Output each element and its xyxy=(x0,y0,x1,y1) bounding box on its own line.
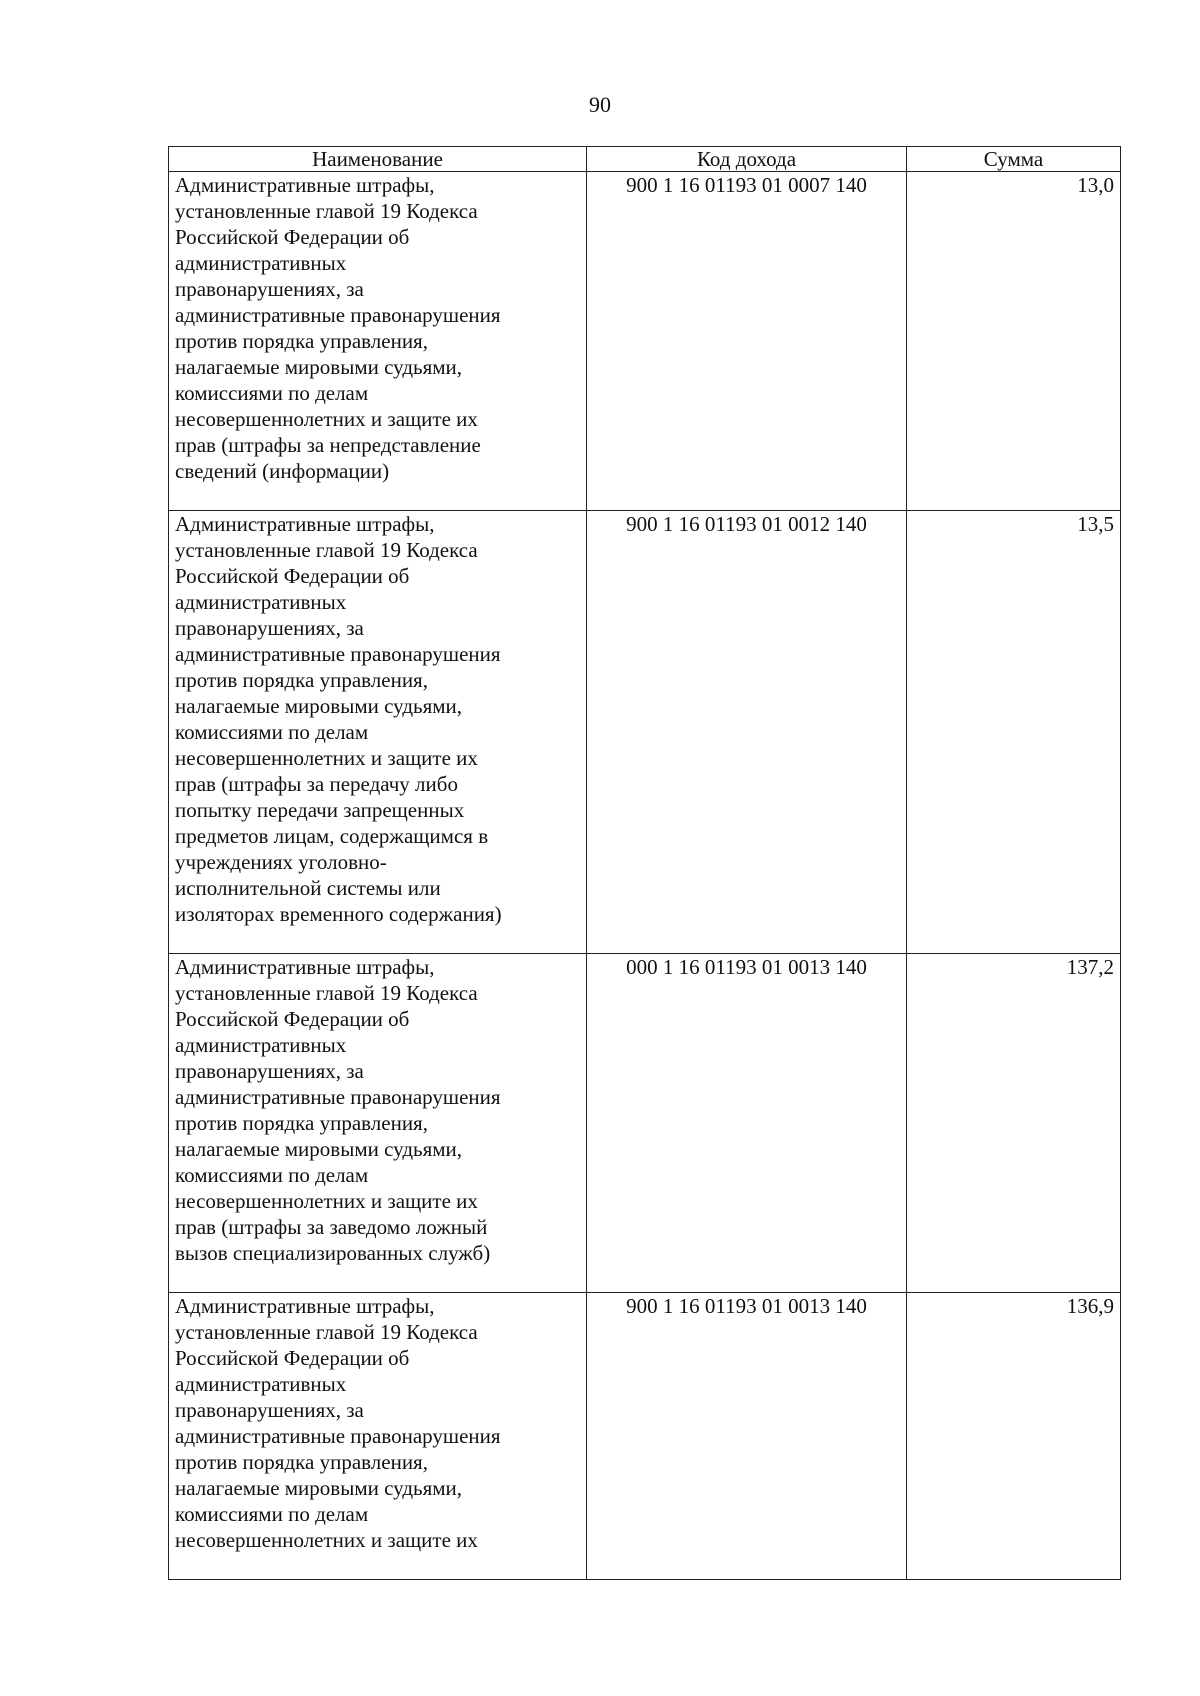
row-code: 900 1 16 01193 01 0007 140 xyxy=(587,172,907,511)
header-sum: Сумма xyxy=(907,147,1121,172)
row-code: 900 1 16 01193 01 0013 140 xyxy=(587,1293,907,1580)
table-row xyxy=(169,954,1121,1293)
header-name: Наименование xyxy=(169,147,587,172)
row-name: Административные штрафы, установленные главой 19 Кодекса Российской Федерации об административных правонарушениях, за административные правонарушения против порядка управления, налагаемые мировыми судьями, комиссиями по делам несовершеннолетних и защите их xyxy=(169,1293,587,1580)
table-row xyxy=(169,172,1121,511)
table-row xyxy=(169,511,1121,954)
row-name: Административные штрафы, установленные главой 19 Кодекса Российской Федерации об административных правонарушениях, за административные правонарушения против порядка управления, налагаемые мировыми судьями, комиссиями по делам несовершеннолетних и защите их прав (штрафы за передачу либо попытку передачи запрещенных предметов лицам, содержащимся в учреждениях уголовно- исполнительной системы или изоляторах временного содержания) xyxy=(169,511,587,954)
row-name: Административные штрафы, установленные главой 19 Кодекса Российской Федерации об административных правонарушениях, за административные правонарушения против порядка управления, налагаемые мировыми судьями, комиссиями по делам несовершеннолетних и защите их прав (штрафы за заведомо ложный вызов специализированных служб) xyxy=(169,954,587,1293)
row-sum: 136,9 xyxy=(907,1293,1121,1580)
revenue-table xyxy=(168,146,1121,1580)
header-code: Код дохода xyxy=(587,147,907,172)
row-sum: 13,0 xyxy=(907,172,1121,511)
page-number: 90 xyxy=(589,92,611,117)
row-name: Административные штрафы, установленные главой 19 Кодекса Российской Федерации об административных правонарушениях, за административные правонарушения против порядка управления, налагаемые мировыми судьями, комиссиями по делам несовершеннолетних и защите их прав (штрафы за непредставление сведений (информации) xyxy=(169,172,587,511)
row-sum: 137,2 xyxy=(907,954,1121,1293)
row-code: 000 1 16 01193 01 0013 140 xyxy=(587,954,907,1293)
row-code: 900 1 16 01193 01 0012 140 xyxy=(587,511,907,954)
table-header-row xyxy=(169,147,1121,172)
table-row xyxy=(169,1293,1121,1580)
row-sum: 13,5 xyxy=(907,511,1121,954)
